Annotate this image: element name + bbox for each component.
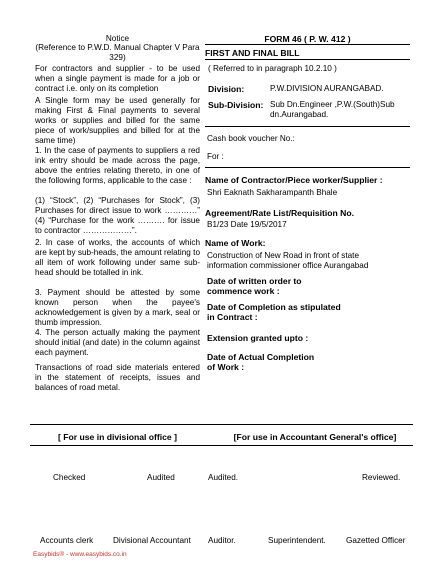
commence-label: Date of written order to commence work : — [207, 276, 302, 297]
contractor-label: Name of Contractor/Piece worker/Supplier : — [205, 175, 383, 185]
watermark-link[interactable]: Easybids® - www.easybids.co.in — [33, 551, 127, 558]
extension-label: Extension granted upto : — [207, 333, 309, 343]
cash-book-voucher: Cash book voucher No.: — [207, 134, 295, 143]
form-number-underline — [205, 44, 410, 45]
audited-label-divisional: Audited — [147, 473, 175, 482]
form-title: FIRST AND FINAL BILL — [205, 48, 300, 58]
notice-paragraph-3: 1. In the case of payments to suppliers a red ink entry should be made across the page, above the entries relating thereto, in one of the following forms, applicable to the case : — [35, 146, 200, 185]
accounts-clerk-label: Accounts clerk — [40, 536, 94, 545]
completion-label: Date of Completion as stipulated in Contract : — [207, 302, 341, 323]
auditor-label: Auditor. — [208, 536, 236, 545]
form-referred: ( Referred to in paragraph 10.2.10 ) — [208, 64, 337, 73]
form-title-underline — [205, 59, 410, 60]
superintendent-label: Superintendent. — [268, 536, 326, 545]
ag-office-heading: [For use in Accountant General's office] — [233, 432, 397, 442]
notice-reference: (Reference to P.W.D. Manual Chapter V Para 329) — [35, 43, 200, 62]
agreement-label: Agreement/Rate List/Requisition No. — [205, 208, 354, 218]
footer-divider-bottom — [30, 445, 413, 446]
divisional-accountant-label: Divisional Accountant — [113, 536, 191, 545]
notice-title: Notice — [105, 34, 130, 43]
notice-paragraph-1: For contractors and supplier - to be used when a single payment is made for a job or contract i.e. only on its completion — [35, 64, 200, 93]
divider-2 — [205, 167, 410, 168]
work-label: Name of Work: — [205, 238, 266, 248]
subdivision-value: Sub Dn.Engineer ,P.W.(South)Sub dn.Aurangabad. — [270, 100, 395, 119]
notice-paragraph-4: (1) “Stock”, (2) “Purchases for Stock”, (3) Purchases for direct issue to work …………” (4) “Purchase for the work ………. for issue to contractor ………………”. — [35, 196, 200, 235]
checked-label: Checked — [53, 473, 86, 482]
agreement-value: B1/23 Date 19/5/2017 — [207, 220, 287, 229]
reviewed-label: Reviewed. — [362, 473, 401, 482]
divisional-office-heading: [ For use in divisional office ] — [58, 432, 177, 442]
divider-1 — [205, 126, 410, 127]
notice-paragraph-8: Transactions of road side materials entered in the statement of receipts, issues and balances of road metal. — [35, 363, 200, 392]
gazetted-officer-label: Gazetted Officer — [346, 536, 406, 545]
notice-paragraph-2: A Single form may be used generally for making First & Final payments to several works or supplies and billed for the same piece of work/supplies and billed for at the same time) — [35, 96, 200, 145]
work-value: Construction of New Road in front of state information commissioner office Aurangabad — [207, 251, 369, 270]
form-number: FORM 46 ( P. W. 412 ) — [264, 34, 351, 44]
subdivision-label: Sub-Division: — [208, 100, 264, 110]
notice-paragraph-5: 2. In case of works, the accounts of which are kept by sub-heads, the amount relating to all item of work following under same sub-head should be totalled in ink. — [35, 238, 200, 277]
notice-paragraph-7: 4. The person actually making the payment should initial (and date) in the column against each payment. — [35, 328, 200, 357]
division-value: P.W.DIVISION AURANGABAD. — [270, 84, 384, 93]
footer-divider-top — [30, 424, 413, 425]
contractor-value: Shri Eaknath Sakharampanth Bhale — [207, 188, 338, 197]
notice-paragraph-6: 3. Payment should be attested by some known person when the payee's acknowledgement is given by a mark, seal or thumb impression. — [35, 288, 200, 327]
division-label: Division: — [208, 84, 245, 94]
actual-completion-label: Date of Actual Completion of Work : — [207, 352, 315, 373]
for-label: For : — [207, 152, 224, 161]
audited-label-ag: Audited. — [208, 473, 239, 482]
